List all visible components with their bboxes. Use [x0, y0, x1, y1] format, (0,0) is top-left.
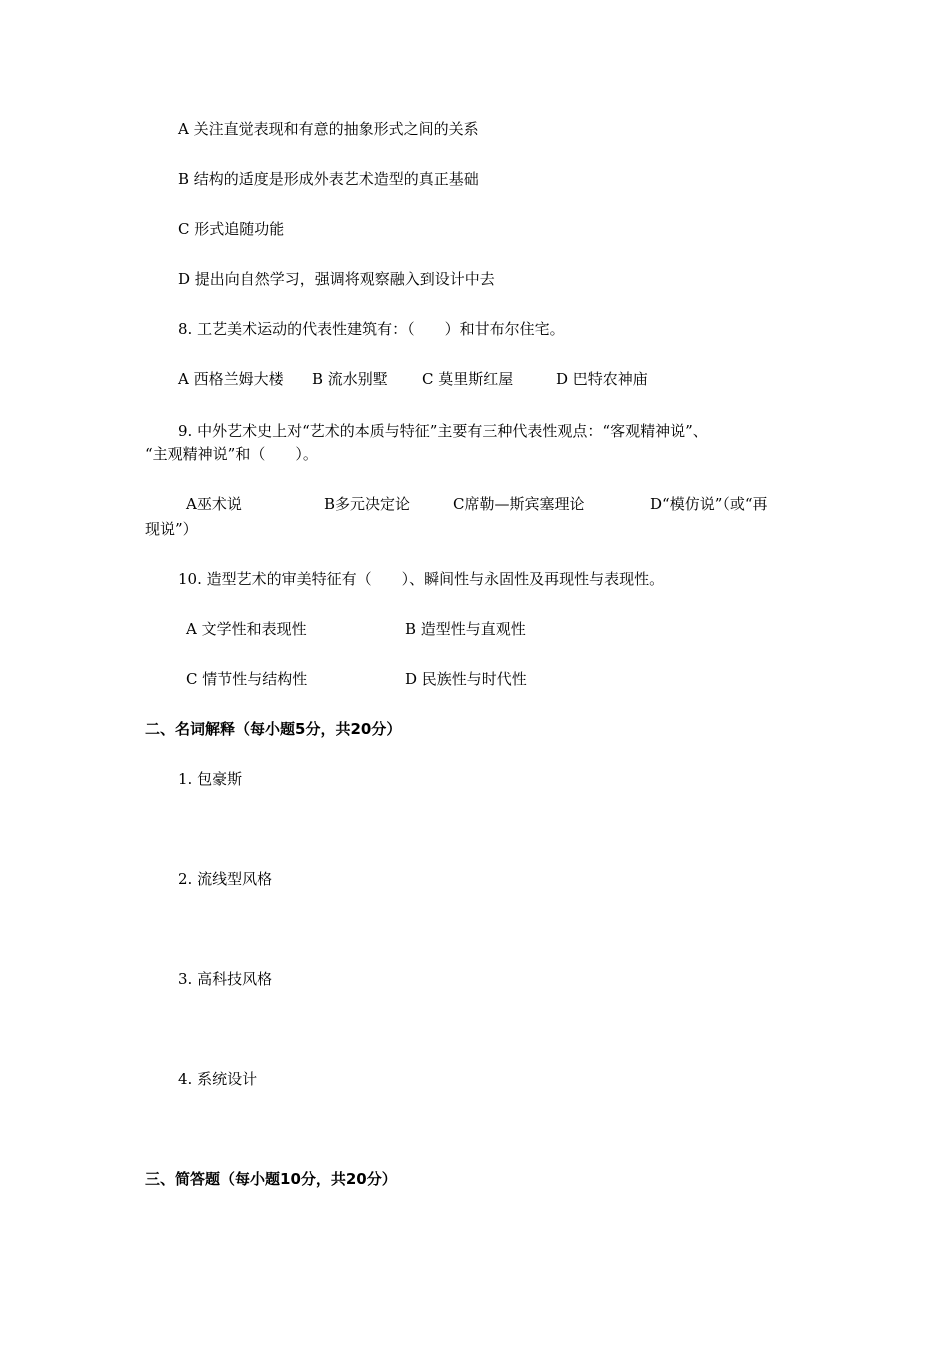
q7-option-b: B 结构的适度是形成外表艺术造型的真正基础 [178, 170, 479, 188]
term-item-1: 1. 包豪斯 [178, 770, 243, 788]
term-item-3: 3. 高科技风格 [178, 970, 273, 988]
q7-option-c: C 形式追随功能 [178, 220, 285, 238]
q9-option-d: D“模仿说”（或“再 [650, 495, 768, 513]
q9-stem-line2: “主观精神说”和（ ）。 [145, 445, 318, 463]
q7-option-d: D 提出向自然学习，强调将观察融入到设计中去 [178, 270, 495, 288]
q10-option-c: C 情节性与结构性 [186, 670, 308, 688]
q9-option-c: C席勒—斯宾塞理论 [453, 495, 585, 513]
q8-option-d: D 巴特农神庙 [556, 370, 648, 388]
q8-option-a: A 西格兰姆大楼 [178, 370, 284, 388]
q10-option-d: D 民族性与时代性 [405, 670, 527, 688]
section2-heading: 二、名词解释（每小题5分，共20分） [145, 720, 402, 738]
q9-option-b: B多元决定论 [324, 495, 411, 513]
q8-option-c: C 莫里斯红屋 [422, 370, 514, 388]
q9-stem-line1: 9. 中外艺术史上对“艺术的本质与特征”主要有三种代表性观点：“客观精神说”、 [178, 422, 708, 440]
section3-heading: 三、简答题（每小题10分，共20分） [145, 1170, 397, 1188]
q10-stem: 10. 造型艺术的审美特征有（ ）、瞬间性与永固性及再现性与表现性。 [178, 570, 665, 588]
q9-option-a: A巫术说 [186, 495, 242, 513]
q10-option-a: A 文学性和表现性 [186, 620, 307, 638]
q9-option-d-cont: 现说”） [145, 520, 198, 538]
q8-stem: 8. 工艺美术运动的代表性建筑有：（ ）和甘布尔住宅。 [178, 320, 565, 338]
q7-option-a: A 关注直觉表现和有意的抽象形式之间的关系 [178, 120, 479, 138]
q10-option-b: B 造型性与直观性 [405, 620, 526, 638]
q8-option-b: B 流水别墅 [312, 370, 388, 388]
term-item-4: 4. 系统设计 [178, 1070, 258, 1088]
term-item-2: 2. 流线型风格 [178, 870, 273, 888]
